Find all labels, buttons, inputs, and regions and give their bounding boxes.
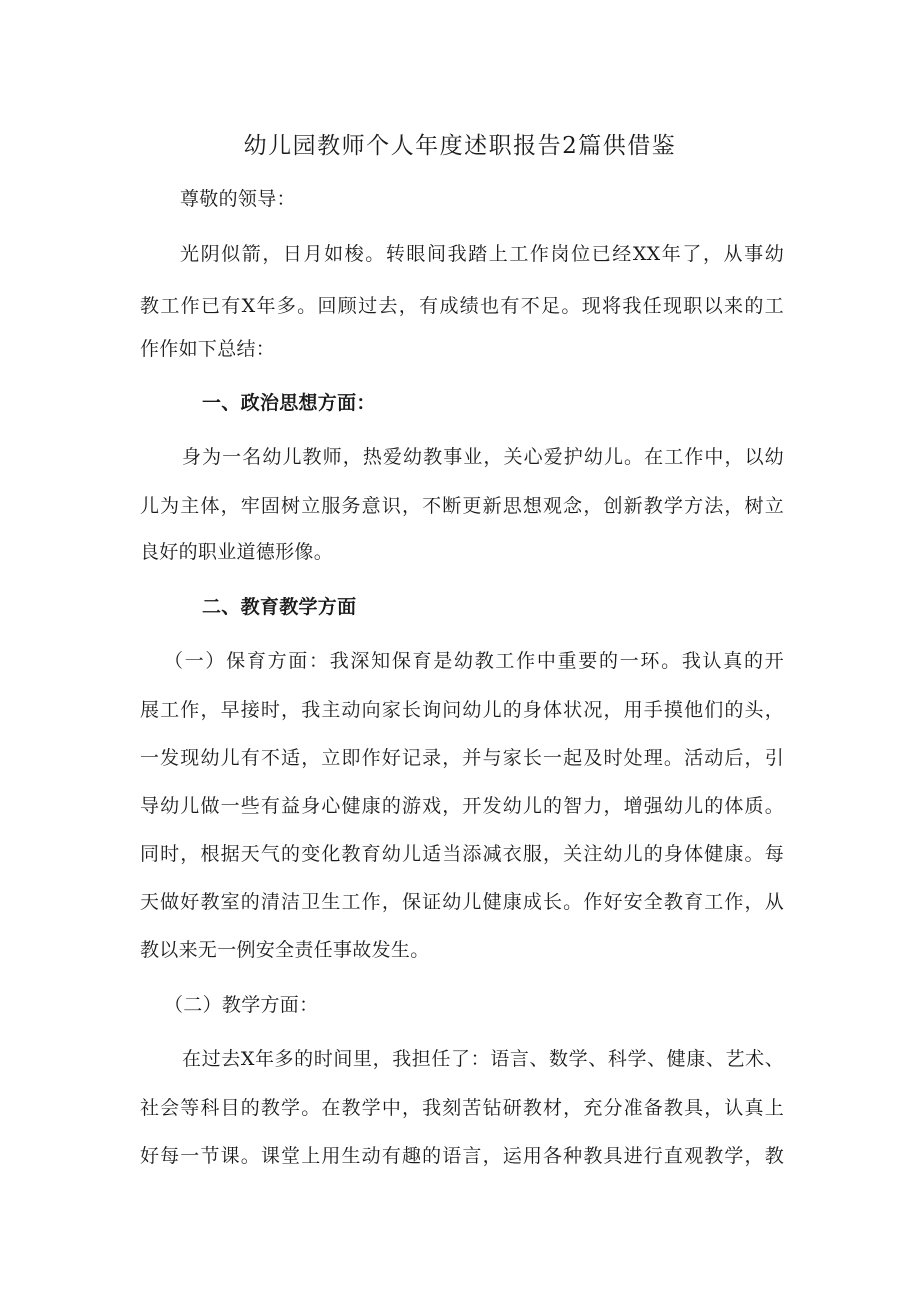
sub2-line: 好每一节课。课堂上用生动有趣的语言，运用各种教具进行直观教学，教 xyxy=(140,1145,784,1167)
section-heading-education: 二、教育教学方面 xyxy=(202,596,357,618)
sub1-line: 一发现幼儿有不适，立即作好记录，并与家长一起及时处理。活动后，引 xyxy=(140,747,784,769)
sub1-line: 展工作，早接时，我主动向家长询问幼儿的身体状况，用手摸他们的头， xyxy=(140,699,784,721)
section1-line: 儿为主体，牢固树立服务意识，不断更新思想观念，创新教学方法，树立 xyxy=(140,495,784,517)
sub2-line: 在过去X年多的时间里，我担任了：语言、数学、科学、健康、艺术、 xyxy=(182,1048,784,1070)
section-heading-political: 一、政治思想方面： xyxy=(202,392,376,414)
sub1-line: 天做好教室的清洁卫生工作，保证幼儿健康成长。作好安全教育工作，从 xyxy=(140,891,784,913)
sub2-heading: （二）教学方面： xyxy=(164,994,319,1016)
sub2-line: 社会等科目的教学。在教学中，我刻苦钻研教材，充分准备教具，认真上 xyxy=(140,1097,784,1119)
sub1-line: 导幼儿做一些有益身心健康的游戏，开发幼儿的智力，增强幼儿的体质。 xyxy=(140,795,784,817)
salutation: 尊敬的领导： xyxy=(180,188,296,210)
sub1-line: 教以来无一例安全责任事故发生。 xyxy=(140,939,430,961)
sub1-line: 同时，根据天气的变化教育幼儿适当添减衣服，关注幼儿的身体健康。每 xyxy=(140,843,784,865)
sub1-line: （一）保育方面：我深知保育是幼教工作中重要的一环。我认真的开 xyxy=(164,650,784,672)
intro-line: 教工作已有X年多。回顾过去，有成绩也有不足。现将我任现职以来的工 xyxy=(140,295,784,317)
section1-line: 良好的职业道德形像。 xyxy=(140,541,334,563)
document-title: 幼儿园教师个人年度述职报告2篇供借鉴 xyxy=(243,133,677,159)
section1-line: 身为一名幼儿教师，热爱幼教事业，关心爱护幼儿。在工作中，以幼 xyxy=(182,446,784,468)
intro-line: 光阴似箭，日月如梭。转眼间我踏上工作岗位已经XX年了，从事幼 xyxy=(180,243,784,265)
intro-line: 作作如下总结： xyxy=(140,338,276,360)
